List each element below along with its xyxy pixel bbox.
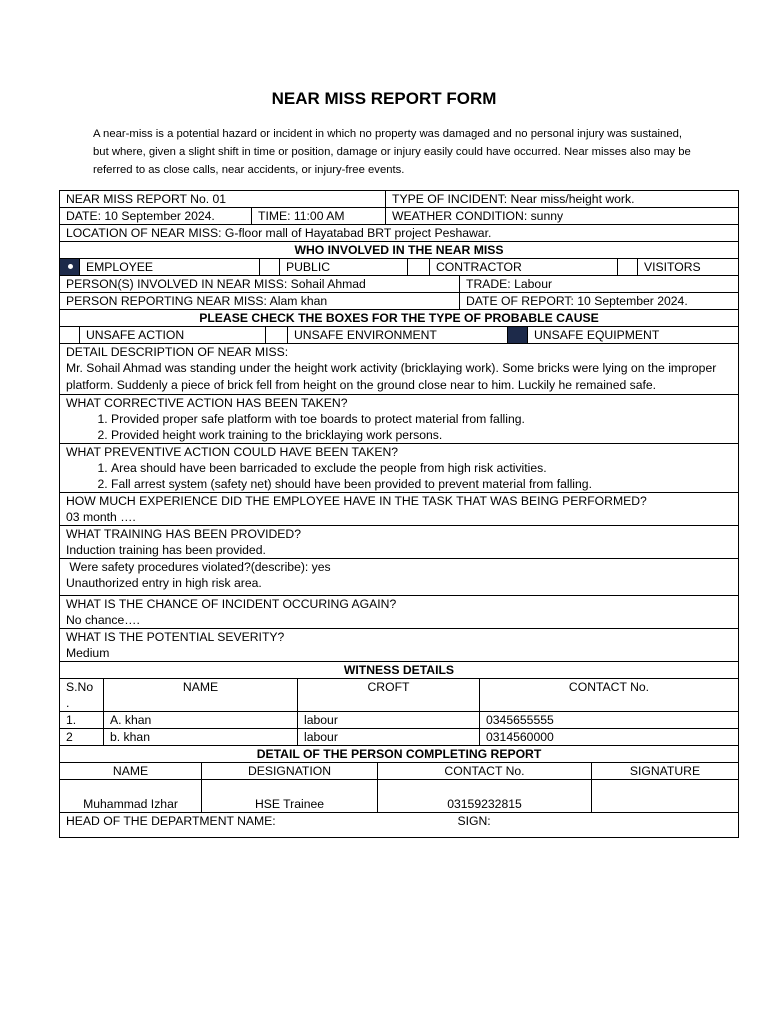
list-item: 1. Provided proper safe platform with toe boards to protect material from falling. [111,411,732,427]
completer-contact: 03159232815 [378,780,592,813]
report-time: TIME: 11:00 AM [252,208,386,225]
persons-table [59,276,739,310]
chance-value: No chance…. [66,613,140,627]
table-row [60,729,739,746]
unsafe-equipment-label: UNSAFE EQUIPMENT [528,327,739,344]
witness-name: A. khan [104,712,298,729]
experience-section [60,493,739,526]
detail-text: Mr. Sohail Ahmad was standing under the height work activity (bricklaying work). Some bricks were lying on the improper platform. Suddenly a piece of brick fell from height on the ground close near to him. Luckily he remained safe. [66,361,717,392]
severity-label: WHAT IS THE POTENTIAL SEVERITY? [66,630,285,644]
witness-name: b. khan [104,729,298,746]
witness-sno: 2 [60,729,104,746]
completer-signature[interactable] [592,780,739,813]
form-title: NEAR MISS REPORT FORM [271,89,497,108]
witness-col-croft: CROFT [298,679,480,712]
chance-section [60,596,739,629]
table-row [60,712,739,729]
completer-table [59,763,739,813]
severity-value: Medium [66,646,110,660]
list-item: 1. Area should have been barricaded to exclude the people from high risk activities. [111,460,732,476]
detail-section [60,344,739,395]
severity-section [60,629,739,662]
completer-header-table [59,746,739,763]
public-label: PUBLIC [280,259,408,276]
list-item: 2. Fall arrest system (safety net) should have been provided to prevent material from falling. [111,476,732,492]
type-of-incident: TYPE OF INCIDENT: Near miss/height work. [386,191,739,208]
violated-value: Unauthorized entry in high risk area. [66,576,262,590]
corrective-label: WHAT CORRECTIVE ACTION HAS BEEN TAKEN? [66,396,348,410]
completer-col-contact: CONTACT No. [378,763,592,780]
cause-header-table [59,310,739,327]
cause-header: PLEASE CHECK THE BOXES FOR THE TYPE OF PROBABLE CAUSE [60,310,739,327]
witness-sno: 1. [60,712,104,729]
list-item: 2. Provided height work training to the bricklaying work persons. [111,427,732,443]
weather-condition: WEATHER CONDITION: sunny [386,208,739,225]
employee-checkbox[interactable] [60,259,80,276]
unsafe-action-label: UNSAFE ACTION [80,327,266,344]
violated-label: Were safety procedures violated?(describe): yes [66,560,331,574]
involved-header-table [59,242,739,259]
preventive-label: WHAT PREVENTIVE ACTION COULD HAVE BEEN TAKEN? [66,445,399,459]
completer-col-designation: DESIGNATION [202,763,378,780]
cause-table [59,327,739,344]
unsafe-action-checkbox[interactable] [60,327,80,344]
visitors-checkbox[interactable] [618,259,638,276]
preventive-section [60,444,739,493]
training-value: Induction training has been provided. [66,543,266,557]
completer-name: Muhammad Izhar [60,780,202,813]
checked-bullet-icon [68,264,73,269]
involved-table [59,259,739,276]
completer-designation: HSE Trainee [202,780,378,813]
chance-label: WHAT IS THE CHANCE OF INCIDENT OCCURING AGAIN? [66,597,397,611]
general-info-table [59,190,739,242]
completer-header: DETAIL OF THE PERSON COMPLETING REPORT [60,746,739,763]
witness-col-name: NAME [104,679,298,712]
witness-contact: 0314560000 [480,729,739,746]
violated-section [60,559,739,596]
unsafe-equipment-checkbox[interactable] [508,327,528,344]
location: LOCATION OF NEAR MISS: G-floor mall of Hayatabad BRT project Peshawar. [60,225,739,242]
report-date: DATE: 10 September 2024. [60,208,252,225]
unsafe-environment-checkbox[interactable] [266,327,288,344]
trade: TRADE: Labour [460,276,739,293]
witness-contact: 0345655555 [480,712,739,729]
public-checkbox[interactable] [260,259,280,276]
hod-sign: SIGN: [452,813,739,838]
person-reporting: PERSON REPORTING NEAR MISS: Alam khan [60,293,460,310]
involved-header: WHO INVOLVED IN THE NEAR MISS [60,242,739,259]
visitors-label: VISITORS [638,259,739,276]
detail-label: DETAIL DESCRIPTION OF NEAR MISS: [66,345,289,359]
completer-col-signature: SIGNATURE [592,763,739,780]
witness-header: WITNESS DETAILS [60,662,739,679]
experience-value: 03 month …. [66,510,136,524]
near-miss-form [59,190,739,838]
experience-label: HOW MUCH EXPERIENCE DID THE EMPLOYEE HAVE IN THE TASK THAT WAS BEING PERFORMED? [66,494,647,508]
witness-croft: labour [298,729,480,746]
details-table [59,344,739,662]
training-section [60,526,739,559]
intro-paragraph: A near-miss is a potential hazard or incident in which no property was damaged and no personal injury was sustained, but where, given a slight shift in time or position, damage or injury easily could have occurred. Near misses also may be referred to as close calls, near accidents, or injury-free events. [93,128,691,176]
date-of-report: DATE OF REPORT: 10 September 2024. [460,293,739,310]
hod-table [59,813,739,838]
completer-col-name: NAME [60,763,202,780]
witness-croft: labour [298,712,480,729]
persons-involved: PERSON(S) INVOLVED IN NEAR MISS: Sohail Ahmad [60,276,460,293]
preventive-list [66,460,732,492]
training-label: WHAT TRAINING HAS BEEN PROVIDED? [66,527,301,541]
witness-col-sno: S.No . [60,679,104,712]
unsafe-environment-label: UNSAFE ENVIRONMENT [288,327,508,344]
employee-label: EMPLOYEE [80,259,260,276]
witness-table [59,679,739,746]
corrective-section [60,395,739,444]
contractor-label: CONTRACTOR [430,259,618,276]
report-number: NEAR MISS REPORT No. 01 [60,191,386,208]
corrective-list [66,411,732,443]
contractor-checkbox[interactable] [408,259,430,276]
witness-col-contact: CONTACT No. [480,679,739,712]
witness-header-table [59,662,739,679]
hod-name: HEAD OF THE DEPARTMENT NAME: [60,813,452,838]
